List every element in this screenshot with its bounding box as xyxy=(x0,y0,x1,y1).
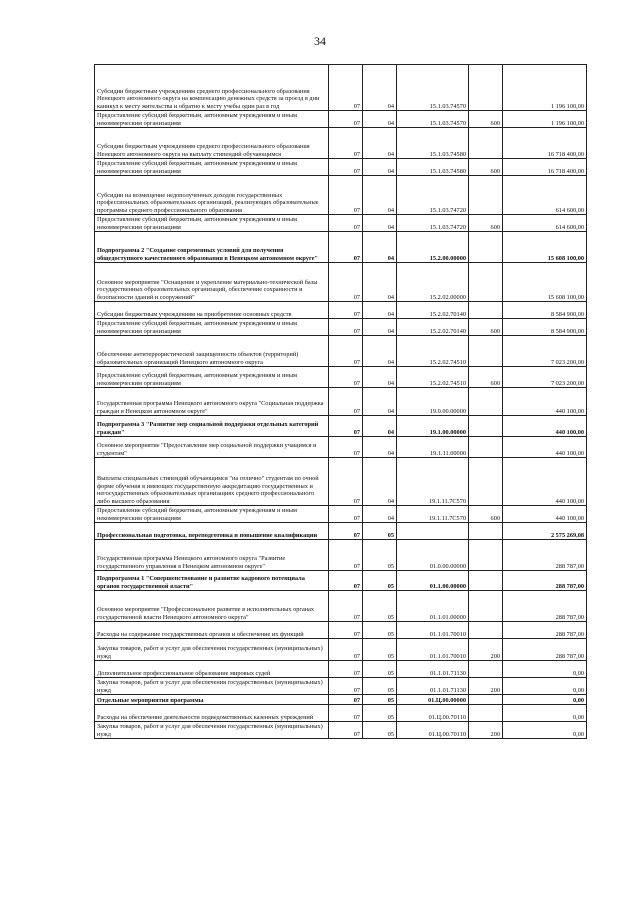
row-section: 07 xyxy=(329,416,363,437)
row-expense-type: 200 xyxy=(469,678,503,695)
row-section: 07 xyxy=(329,111,363,128)
row-section: 07 xyxy=(329,336,363,367)
row-subsection: 05 xyxy=(363,722,397,739)
table-row xyxy=(95,437,587,458)
row-subsection: 04 xyxy=(363,302,397,319)
row-amount: 0,00 xyxy=(503,678,587,695)
table-row xyxy=(95,622,587,639)
table-row xyxy=(95,661,587,678)
row-amount: 0,00 xyxy=(503,695,587,705)
row-amount: 0,00 xyxy=(503,722,587,739)
row-amount: 1 196 100,00 xyxy=(503,65,587,111)
row-expense-type: 200 xyxy=(469,639,503,661)
row-section: 07 xyxy=(329,622,363,639)
row-name: Подпрограмма 2 "Создание современных условий для получения общедоступного качественного образования в Ненецком автономном округе" xyxy=(95,232,329,263)
row-section: 07 xyxy=(329,159,363,176)
row-expense-type xyxy=(469,263,503,302)
row-subsection: 04 xyxy=(363,458,397,506)
row-section: 07 xyxy=(329,639,363,661)
row-subsection: 04 xyxy=(363,388,397,416)
row-expense-type: 600 xyxy=(469,111,503,128)
row-subsection: 04 xyxy=(363,159,397,176)
table-row xyxy=(95,722,587,739)
row-amount: 440 100,00 xyxy=(503,437,587,458)
table-row xyxy=(95,232,587,263)
row-expense-type xyxy=(469,540,503,571)
row-subsection: 04 xyxy=(363,367,397,388)
row-target-code: 01.1.01.70010 xyxy=(397,622,469,639)
table-row xyxy=(95,591,587,622)
row-expense-type xyxy=(469,388,503,416)
row-name: Обеспечение антитеррористической защищенности объектов (территорий) образовательных организаций Ненецкого автономного округа xyxy=(95,336,329,367)
table-row xyxy=(95,678,587,695)
row-name: Расходы на обеспечение деятельности подведомственных казенных учреждений xyxy=(95,705,329,722)
row-amount: 15 608 100,00 xyxy=(503,263,587,302)
row-expense-type: 600 xyxy=(469,506,503,523)
row-name: Подпрограмма 3 "Развитие мер социальной поддержки отдельных категорий граждан" xyxy=(95,416,329,437)
row-amount: 7 023 200,00 xyxy=(503,336,587,367)
row-amount: 8 584 900,00 xyxy=(503,319,587,336)
row-target-code: 15.1.03.74570 xyxy=(397,111,469,128)
row-section: 07 xyxy=(329,661,363,678)
row-target-code: 19.1.11.7С570 xyxy=(397,458,469,506)
row-name: Субсидии бюджетным учреждениям на приобретение основных средств xyxy=(95,302,329,319)
table-row xyxy=(95,705,587,722)
row-amount: 7 023 200,00 xyxy=(503,367,587,388)
row-amount: 8 584 900,00 xyxy=(503,302,587,319)
row-subsection: 05 xyxy=(363,678,397,695)
row-amount: 288 787,00 xyxy=(503,540,587,571)
row-subsection: 04 xyxy=(363,416,397,437)
table-row xyxy=(95,128,587,159)
table-row xyxy=(95,367,587,388)
row-name: Выплаты специальных стипендий обучающимся "на отлично" студентам по очной форме обучения в имеющих государственную аккредитацию государственных и негосударственных образовательных организациях среднего профессионального либо высшего образования xyxy=(95,458,329,506)
table-row xyxy=(95,159,587,176)
row-subsection: 05 xyxy=(363,705,397,722)
row-name: Предоставление субсидий бюджетным, автономным учреждениям и иным некоммерческим организациям xyxy=(95,215,329,232)
row-target-code: 19.1.00.00000 xyxy=(397,416,469,437)
row-subsection: 05 xyxy=(363,571,397,591)
row-name: Расходы на содержание государственных органов и обеспечение их функций xyxy=(95,622,329,639)
table-row xyxy=(95,336,587,367)
row-target-code: 19.1.11.7С570 xyxy=(397,506,469,523)
row-amount: 16 718 400,00 xyxy=(503,128,587,159)
row-name: Закупка товаров, работ и услуг для обеспечения государственных (муниципальных) нужд xyxy=(95,639,329,661)
table-row xyxy=(95,416,587,437)
row-target-code: 01.Ц.00.70110 xyxy=(397,705,469,722)
row-expense-type xyxy=(469,65,503,111)
row-section: 07 xyxy=(329,319,363,336)
row-section: 07 xyxy=(329,176,363,215)
row-subsection: 04 xyxy=(363,506,397,523)
row-expense-type xyxy=(469,523,503,540)
table-row xyxy=(95,263,587,302)
row-subsection: 04 xyxy=(363,128,397,159)
row-name: Предоставление субсидий бюджетным, автономным учреждениям и иным некоммерческим организациям xyxy=(95,111,329,128)
row-target-code: 15.1.03.74720 xyxy=(397,176,469,215)
row-amount: 440 100,00 xyxy=(503,388,587,416)
row-expense-type: 600 xyxy=(469,367,503,388)
row-target-code: 15.2.02.74510 xyxy=(397,367,469,388)
row-section: 07 xyxy=(329,678,363,695)
table-row xyxy=(95,695,587,705)
row-expense-type: 600 xyxy=(469,319,503,336)
row-subsection: 04 xyxy=(363,319,397,336)
row-name: Закупка товаров, работ и услуг для обеспечения государственных (муниципальных) нужд xyxy=(95,678,329,695)
row-target-code: 15.2.02.00000 xyxy=(397,263,469,302)
row-section: 07 xyxy=(329,437,363,458)
row-section: 07 xyxy=(329,722,363,739)
row-name: Основное мероприятие "Оснащение и укрепление материально-технической базы государственных образовательных организаций, обеспечение сохранности и безопасности зданий и сооружений" xyxy=(95,263,329,302)
row-target-code: 01.0.00.00000 xyxy=(397,540,469,571)
table-row xyxy=(95,319,587,336)
row-name: Предоставление субсидий бюджетным, автономным учреждениям и иным некоммерческим организациям xyxy=(95,319,329,336)
row-section: 07 xyxy=(329,523,363,540)
row-target-code: 01.1.00.00000 xyxy=(397,571,469,591)
row-amount: 1 196 100,00 xyxy=(503,111,587,128)
row-amount: 288 787,00 xyxy=(503,622,587,639)
row-target-code: 15.2.02.70140 xyxy=(397,302,469,319)
row-expense-type xyxy=(469,622,503,639)
row-expense-type xyxy=(469,661,503,678)
row-target-code: 15.2.02.74510 xyxy=(397,336,469,367)
row-section: 07 xyxy=(329,215,363,232)
row-name: Предоставление субсидий бюджетным, автономным учреждениям и иным некоммерческим организациям xyxy=(95,367,329,388)
row-amount: 614 600,00 xyxy=(503,176,587,215)
row-section: 07 xyxy=(329,263,363,302)
row-amount: 614 600,00 xyxy=(503,215,587,232)
row-expense-type xyxy=(469,302,503,319)
row-name: Субсидии на возмещение недополученных доходов государственных профессиональных образовательных организаций, реализующих образовательные программы среднего профессионального образования xyxy=(95,176,329,215)
row-name: Профессиональная подготовка, переподготовка и повышение квалификации xyxy=(95,523,329,540)
row-amount: 288 787,00 xyxy=(503,639,587,661)
row-amount: 2 575 269,08 xyxy=(503,523,587,540)
row-amount: 440 100,00 xyxy=(503,458,587,506)
row-section: 07 xyxy=(329,695,363,705)
row-amount: 0,00 xyxy=(503,705,587,722)
row-section: 07 xyxy=(329,540,363,571)
table-row xyxy=(95,639,587,661)
row-subsection: 05 xyxy=(363,695,397,705)
row-subsection: 05 xyxy=(363,523,397,540)
row-subsection: 05 xyxy=(363,639,397,661)
row-target-code: 15.2.02.70140 xyxy=(397,319,469,336)
table-row xyxy=(95,65,587,111)
budget-table xyxy=(94,64,587,739)
row-section: 07 xyxy=(329,506,363,523)
row-name: Отдельные мероприятия программы xyxy=(95,695,329,705)
row-subsection: 04 xyxy=(363,263,397,302)
row-section: 07 xyxy=(329,705,363,722)
table-row xyxy=(95,540,587,571)
row-name: Субсидии бюджетным учреждениям среднего профессионального образования Ненецкого автономного округа на выплату стипендий обучающимся xyxy=(95,128,329,159)
row-target-code: 15.1.03.74570 xyxy=(397,65,469,111)
row-target-code: 01.1.01.70010 xyxy=(397,639,469,661)
row-name: Подпрограмма 1 "Совершенствование и развитие кадрового потенциала органов государственной власти" xyxy=(95,571,329,591)
row-section: 07 xyxy=(329,128,363,159)
table-row xyxy=(95,111,587,128)
row-subsection: 04 xyxy=(363,65,397,111)
row-subsection: 04 xyxy=(363,215,397,232)
row-amount: 288 787,00 xyxy=(503,571,587,591)
row-target-code xyxy=(397,523,469,540)
row-section: 07 xyxy=(329,591,363,622)
table-row xyxy=(95,176,587,215)
row-target-code: 15.1.03.74580 xyxy=(397,128,469,159)
row-expense-type: 600 xyxy=(469,159,503,176)
row-subsection: 05 xyxy=(363,591,397,622)
row-target-code: 01.Ц.00.70110 xyxy=(397,722,469,739)
row-expense-type xyxy=(469,176,503,215)
row-section: 07 xyxy=(329,458,363,506)
row-target-code: 15.1.03.74580 xyxy=(397,159,469,176)
row-target-code: 01.1.01.71130 xyxy=(397,678,469,695)
row-name: Основное мероприятие "Профессиональное развитие в исполнительных органах государственной власти Ненецкого автономного округа" xyxy=(95,591,329,622)
row-expense-type xyxy=(469,458,503,506)
row-name: Субсидии бюджетным учреждениям среднего профессионального образования Ненецкого автономного округа на компенсацию денежных средств за проезд в дни каникул к месту жительства и обратно к месту учебы один раз в год xyxy=(95,65,329,111)
row-target-code: 01.Ц.00.00000 xyxy=(397,695,469,705)
row-name: Дополнительное профессиональное образование мировых судей xyxy=(95,661,329,678)
row-subsection: 04 xyxy=(363,176,397,215)
row-name: Закупка товаров, работ и услуг для обеспечения государственных (муниципальных) нужд xyxy=(95,722,329,739)
row-subsection: 05 xyxy=(363,540,397,571)
row-expense-type xyxy=(469,128,503,159)
row-name: Основное мероприятие "Предоставление мер социальной поддержки учащимся и студентам" xyxy=(95,437,329,458)
row-amount: 15 608 100,00 xyxy=(503,232,587,263)
row-expense-type xyxy=(469,437,503,458)
row-expense-type xyxy=(469,232,503,263)
row-expense-type: 200 xyxy=(469,722,503,739)
row-name: Предоставление субсидий бюджетным, автономным учреждениям и иным некоммерческим организациям xyxy=(95,159,329,176)
row-amount: 0,00 xyxy=(503,661,587,678)
table-row xyxy=(95,215,587,232)
row-expense-type xyxy=(469,705,503,722)
row-expense-type xyxy=(469,336,503,367)
row-amount: 440 100,00 xyxy=(503,506,587,523)
table-row xyxy=(95,523,587,540)
table-row xyxy=(95,506,587,523)
row-section: 07 xyxy=(329,571,363,591)
row-target-code: 15.1.03.74720 xyxy=(397,215,469,232)
row-subsection: 04 xyxy=(363,336,397,367)
row-expense-type xyxy=(469,416,503,437)
row-target-code: 01.1.01.00000 xyxy=(397,591,469,622)
row-amount: 288 787,00 xyxy=(503,591,587,622)
row-amount: 16 718 400,00 xyxy=(503,159,587,176)
row-subsection: 05 xyxy=(363,622,397,639)
row-subsection: 04 xyxy=(363,437,397,458)
row-expense-type xyxy=(469,571,503,591)
table-row xyxy=(95,302,587,319)
table-row xyxy=(95,388,587,416)
row-section: 07 xyxy=(329,302,363,319)
row-target-code: 19.0.00.00000 xyxy=(397,388,469,416)
budget-table-body xyxy=(95,65,587,739)
row-name: Государственная программа Ненецкого автономного округа "Развитие государственного управления в Ненецком автономном округе" xyxy=(95,540,329,571)
row-section: 07 xyxy=(329,388,363,416)
row-section: 07 xyxy=(329,232,363,263)
row-expense-type: 600 xyxy=(469,215,503,232)
table-row xyxy=(95,458,587,506)
row-subsection: 04 xyxy=(363,232,397,263)
table-row xyxy=(95,571,587,591)
row-amount: 440 100,00 xyxy=(503,416,587,437)
row-subsection: 05 xyxy=(363,661,397,678)
row-target-code: 15.2.00.00000 xyxy=(397,232,469,263)
row-name: Предоставление субсидий бюджетным, автономным учреждениям и иным некоммерческим организациям xyxy=(95,506,329,523)
row-expense-type xyxy=(469,695,503,705)
row-target-code: 19.1.11.00000 xyxy=(397,437,469,458)
row-name: Государственная программа Ненецкого автономного округа "Социальная поддержка граждан в Ненецком автономном округе" xyxy=(95,388,329,416)
row-section: 07 xyxy=(329,367,363,388)
row-target-code: 01.1.01.71130 xyxy=(397,661,469,678)
page-number: 34 xyxy=(314,34,326,48)
row-section: 07 xyxy=(329,65,363,111)
row-subsection: 04 xyxy=(363,111,397,128)
row-expense-type xyxy=(469,591,503,622)
